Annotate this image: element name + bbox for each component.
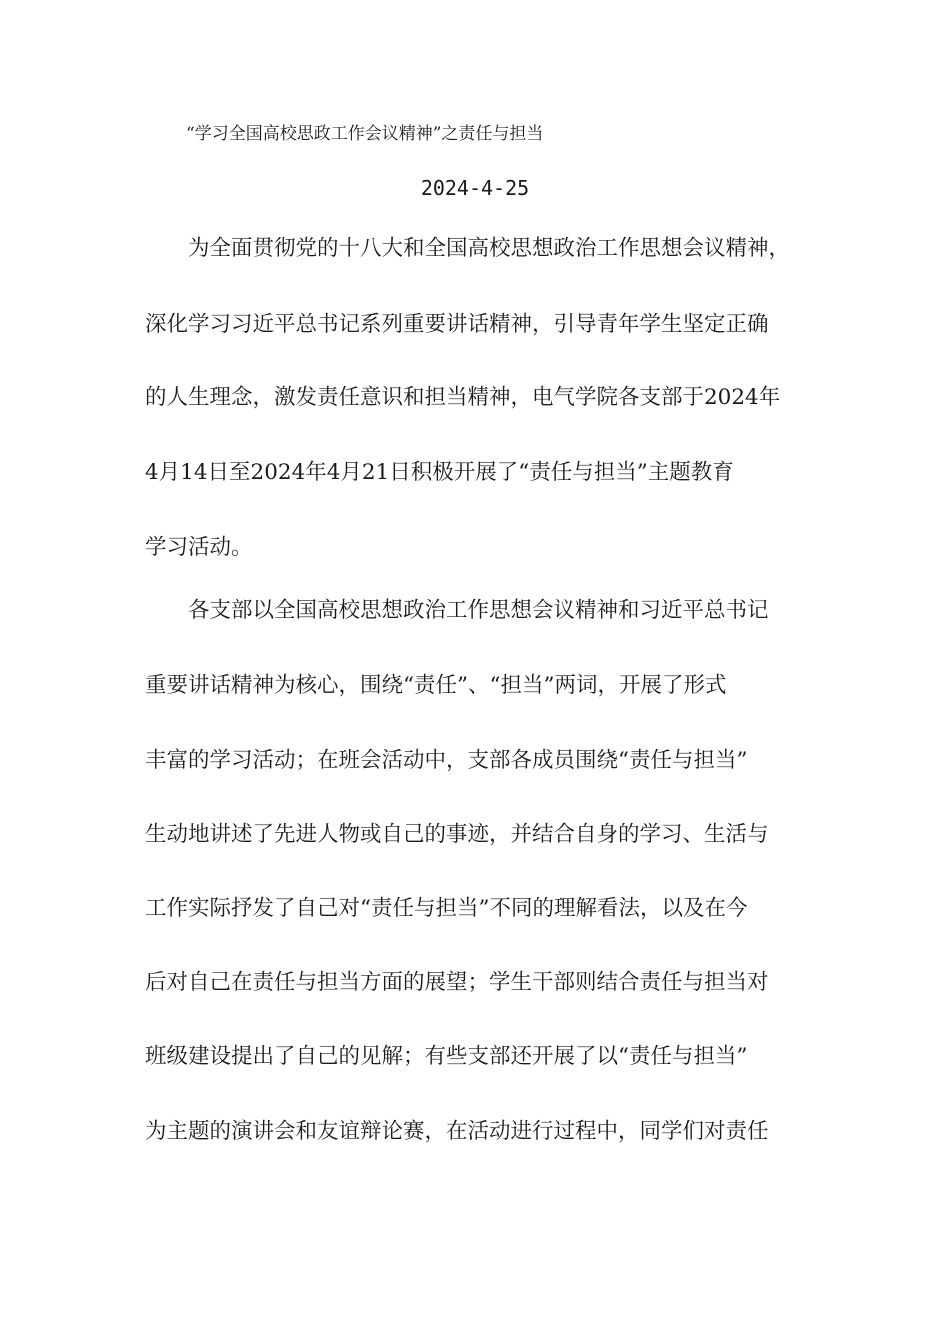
paragraph-line: 生动地讲述了先进人物或自己的事迹，并结合自身的学习、生活与 — [145, 822, 769, 847]
paragraph-line: 班级建设提出了自己的见解；有些支部还开展了以“责任与担当” — [145, 1044, 748, 1069]
paragraph-line: 后对自己在责任与担当方面的展望；学生干部则结合责任与担当对 — [145, 970, 769, 995]
paragraph-line: 的人生理念，激发责任意识和担当精神，电气学院各支部于2024年 — [145, 385, 781, 410]
paragraph-line: 丰富的学习活动；在班会活动中，支部各成员围绕“责任与担当” — [145, 748, 748, 773]
paragraph-line: 学习活动。 — [145, 535, 253, 560]
paragraph-line: 4月14日至2024年4月21日积极开展了“责任与担当”主题教育 — [145, 460, 734, 485]
document-date: 2024-4-25 — [420, 176, 530, 200]
paragraph-line: 深化学习习近平总书记系列重要讲话精神，引导青年学生坚定正确 — [145, 312, 769, 337]
paragraph-line: 工作实际抒发了自己对“责任与担当”不同的理解看法，以及在今 — [145, 896, 748, 921]
paragraph-line: 重要讲话精神为核心，围绕“责任”、“担当”两词，开展了形式 — [145, 673, 727, 698]
document-title: “学习全国高校思政工作会议精神”之责任与担当 — [186, 124, 544, 144]
paragraph-line: 为主题的演讲会和友谊辩论赛，在活动进行过程中，同学们对责任 — [145, 1119, 769, 1144]
paragraph-line: 各支部以全国高校思想政治工作思想会议精神和习近平总书记 — [188, 598, 769, 623]
paragraph-line: 为全面贯彻党的十八大和全国高校思想政治工作思想会议精神， — [188, 236, 791, 261]
